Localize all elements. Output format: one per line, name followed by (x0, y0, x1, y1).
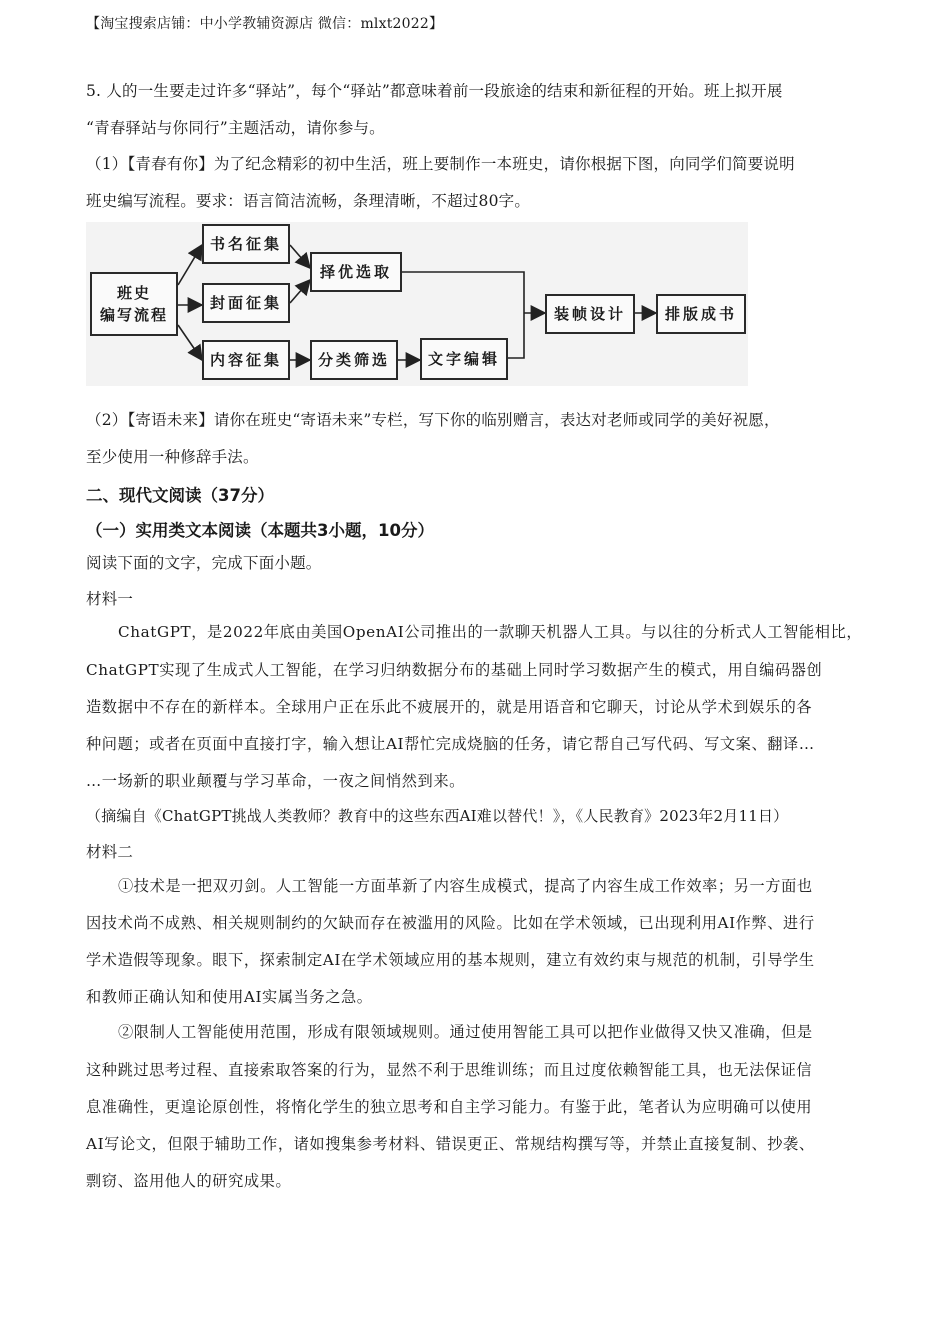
flow-select-best: 择优选取 (310, 252, 402, 292)
q5-part2-line1: （2）【寄语未来】请你在班史“寄语未来”专栏，写下你的临别赠言，表达对老师或同学的美好祝愿， (86, 411, 780, 429)
flow-layout: 排版成书 (656, 294, 746, 334)
material2-line: 学术造假等现象。眼下，探索制定AI在学术领域应用的基本规则，建立有效约束与规范的机制，引导学生 (86, 951, 815, 969)
q5-part1-line2: 班史编写流程。要求：语言简洁流畅，条理清晰，不超过80字。 (86, 192, 531, 210)
material2-line: ①技术是一把双刃剑。人工智能一方面革新了内容生成模式，提高了内容生成工作效率；另一方面也 (118, 877, 813, 895)
arrow-name-to-select (290, 245, 310, 268)
line-select-join (402, 272, 524, 312)
flow-binding: 装帧设计 (545, 294, 635, 334)
arrow-cover-to-select (290, 280, 310, 303)
material1-line: …一场新的职业颠覆与学习革命，一夜之间悄然到来。 (86, 772, 465, 790)
material1-line: ChatGPT实现了生成式人工智能，在学习归纳数据分布的基础上同时学习数据产生的模式，用自编码器创 (86, 661, 823, 679)
material2-line: 因技术尚不成熟、相关规则制约的欠缺而存在被滥用的风险。比如在学术领域，已出现利用AI作弊、进行 (86, 914, 815, 932)
material2-line: AI写论文，但限于辅助工作，诸如搜集参考材料、错误更正、常规结构撰写等，并禁止直接复制、抄袭、 (86, 1135, 815, 1153)
line-edit-join (508, 312, 524, 358)
arrow-start-to-name (178, 245, 202, 285)
flow-name-collect: 书名征集 (202, 224, 290, 264)
material2-line: 和教师正确认知和使用AI实属当务之急。 (86, 988, 373, 1006)
q5-line2: “青春驿站与你同行”主题活动，请你参与。 (86, 119, 385, 137)
material1-line: 造数据中不存在的新样本。全球用户正在乐此不疲展开的，就是用语音和它聊天，讨论从学术到娱乐的各 (86, 698, 813, 716)
material2-label: 材料二 (86, 843, 134, 861)
q5-part2-line2: 至少使用一种修辞手法。 (86, 448, 259, 466)
material2-line: 这种跳过思考过程、直接索取答案的行为，显然不利于思维训练；而且过度依赖智能工具，也无法保证信 (86, 1061, 813, 1079)
material2-line: 息准确性，更遑论原创性，将惰化学生的独立思考和自主学习能力。有鉴于此，笔者认为应明确可以使用 (86, 1098, 813, 1116)
subsection-title: （一）实用类文本阅读（本题共3小题，10分） (86, 521, 434, 540)
flow-text-edit: 文字编辑 (420, 338, 508, 380)
material2-line: ②限制人工智能使用范围，形成有限领域规则。通过使用智能工具可以把作业做得又快又准确，但是 (118, 1023, 813, 1041)
page-header: 【淘宝搜索店铺：中小学教辅资源店 微信：mlxt2022】 (86, 16, 444, 32)
material2-line: 剽窃、盗用他人的研究成果。 (86, 1172, 292, 1190)
flow-start-box: 班史 编写流程 (90, 272, 178, 336)
reading-instruction: 阅读下面的文字，完成下面小题。 (86, 554, 322, 572)
arrow-start-to-content (178, 325, 202, 360)
material1-source: （摘编自《ChatGPT挑战人类教师？教育中的这些东西AI难以替代！》，《人民教育》2023年2月11日） (86, 807, 789, 825)
material1-line: 种问题；或者在页面中直接打字，输入想让AI帮忙完成烧脑的任务，请它帮自己写代码、写文案、翻译… (86, 735, 815, 753)
material1-line: ChatGPT，是2022年底由美国OpenAI公司推出的一款聊天机器人工具。与以往的分析式人工智能相比， (118, 623, 863, 641)
flow-cover-collect: 封面征集 (202, 283, 290, 323)
flow-classify: 分类筛选 (310, 340, 398, 380)
flow-content-collect: 内容征集 (202, 340, 290, 380)
section-title: 二、现代文阅读（37分） (86, 486, 274, 505)
material1-label: 材料一 (86, 590, 134, 608)
q5-part1-line1: （1）【青春有你】为了纪念精彩的初中生活，班上要制作一本班史，请你根据下图，向同学们简要说明 (86, 155, 795, 173)
q5-line1: 5. 人的一生要走过许多“驿站”，每个“驿站”都意味着前一段旅途的结束和新征程的开始。班上拟开展 (86, 82, 783, 100)
